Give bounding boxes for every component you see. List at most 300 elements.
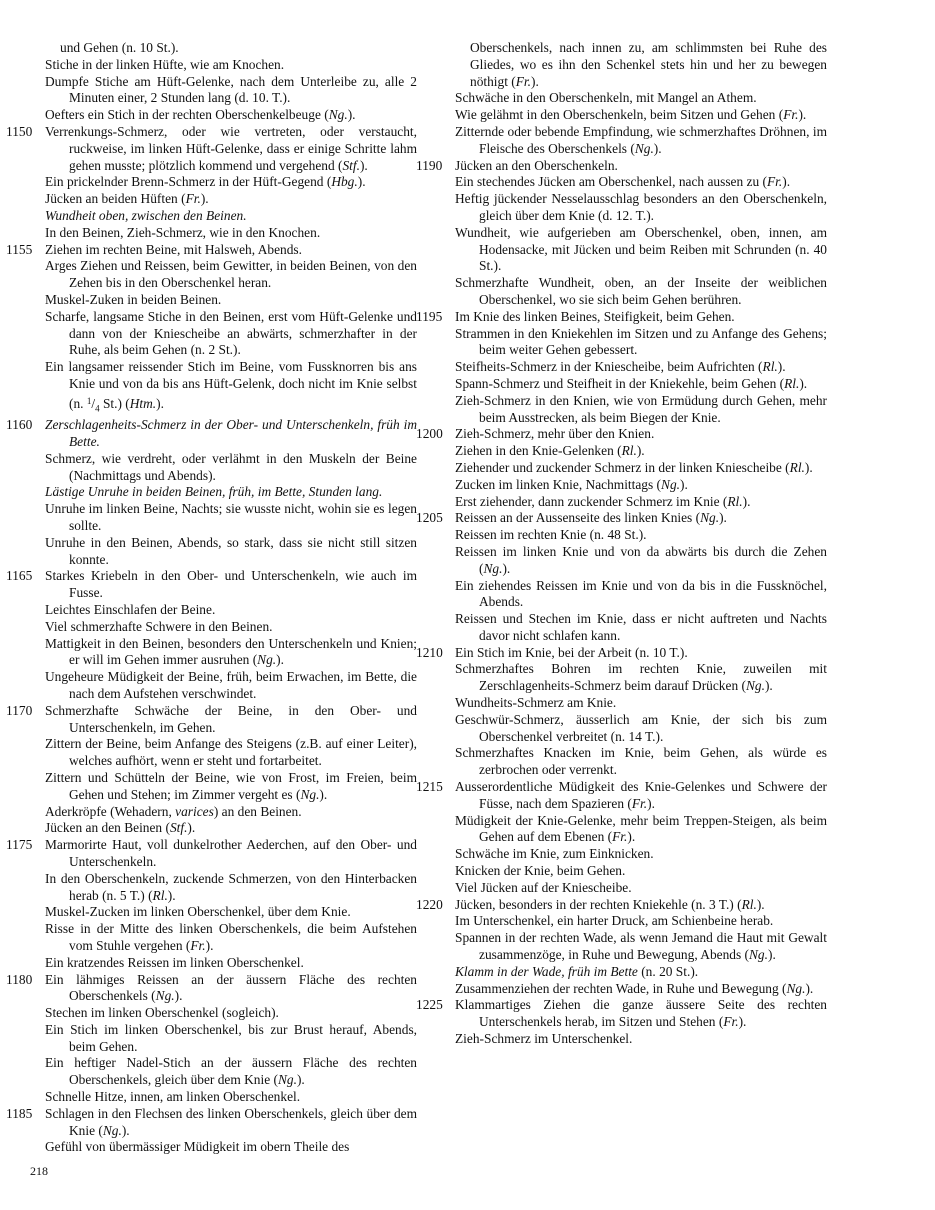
entry	[30, 1055, 417, 1089]
entry-text	[455, 980, 827, 998]
entry-text-part: Wundheit, wie aufgerieben am Oberschenkel, oben, innen, am Hodensacke, mit Jücken und beim Reiben mit Schrunden (n. 40 St.).	[455, 224, 827, 274]
entry	[440, 880, 827, 897]
entry-text	[455, 695, 827, 712]
entry-text-part: Zusammenziehen der rechten Wade, in Ruhe und Bewegung (	[455, 980, 787, 996]
entry	[30, 57, 417, 74]
entry	[30, 871, 417, 905]
entry-text-part: Ein Stich im Knie, bei der Arbeit (n. 10 T.).	[455, 644, 688, 660]
entry-text-part: Dumpfe Stiche am Hüft-Gelenke, nach dem Unterleibe zu, alle 2 Minuten einer, 2 Stunden lang (d. 10. T.).	[45, 73, 417, 106]
entry	[30, 174, 417, 191]
entry-text-part: Wundheits-Schmerz am Knie.	[455, 695, 617, 711]
left-column	[6, 40, 417, 1156]
entry-text-part: ).	[764, 678, 773, 694]
entry-text	[45, 123, 417, 174]
entry-text	[45, 174, 417, 191]
entry	[440, 90, 827, 107]
entry	[440, 443, 827, 460]
entry-1150	[6, 123, 417, 174]
entry-text	[455, 426, 827, 443]
entry-number: 1175	[6, 837, 33, 853]
entry-text-part: Schmerzhafte Schwäche der Beine, in den Ober- und Unterschenkeln, im Gehen.	[45, 702, 417, 735]
entry-text-part: Klammartiges Ziehen die ganze äussere Seite des rechten Unterschenkels herab, im Sitzen und Stehen (	[455, 997, 827, 1030]
entry-text-italic: Stf.	[342, 157, 360, 173]
entry-number: 1200	[416, 426, 443, 442]
entry-text-part: Risse in der Mitte des linken Oberschenkels, die beim Aufstehen vom Stuhle vergehen (	[45, 921, 417, 953]
entry-text	[45, 921, 417, 955]
entry-text	[455, 375, 827, 393]
entry-text-italic: Rl.	[727, 493, 743, 509]
entry-text-part: Reissen und Stechen im Knie, dass er nicht auftreten und Nachts davor nicht schlafen kann.	[455, 611, 827, 643]
entry-text	[455, 174, 827, 191]
entry-text-part: 1	[86, 395, 92, 406]
entry	[30, 40, 417, 57]
entry-number: 1160	[6, 417, 33, 433]
entry	[30, 1089, 417, 1106]
entry-number: 1165	[6, 568, 33, 584]
entry-text-part: Mattigkeit in den Beinen, besonders den Unterschenkeln und Knien; er will im Gehen immer ausruhen (	[45, 635, 417, 668]
entry	[440, 745, 827, 779]
entry-text-italic: varices	[175, 803, 214, 819]
entry-text	[45, 501, 417, 535]
entry-1165	[6, 568, 417, 602]
entry-text-italic: Ng.	[661, 476, 680, 492]
entry-text	[45, 736, 417, 770]
entry-text-part: In den Oberschenkeln, zuckende Schmerzen, von den Hinterbacken herab (n. 5 T.) (	[45, 870, 417, 903]
entry-text-italic: Fr.	[783, 107, 799, 123]
entry-text-part: Oberschenkels, nach innen zu, am schlimmsten bei Ruhe des Gliedes, wo es ihn den Schenkel stets hin und her zu bewegen nöthigt (	[470, 40, 827, 89]
entry-text-part: ).	[805, 980, 814, 996]
entry-number: 1215	[416, 779, 443, 795]
entry-text	[45, 820, 417, 837]
entry-text-part: ).	[187, 820, 196, 836]
entry-text	[455, 224, 827, 275]
entry-text-part: St.) (	[99, 395, 130, 411]
entry-number: 1170	[6, 702, 33, 718]
entry-text-part: ).	[200, 191, 209, 207]
entry-text-italic: Fr.	[723, 1014, 739, 1030]
entry-text	[45, 971, 417, 1006]
entry-text	[45, 224, 417, 242]
entry-text-italic: Rl.	[741, 896, 757, 912]
entry-text-italic: Fr.	[766, 174, 783, 190]
entry	[30, 309, 417, 359]
entry-text-part: Stechen im linken Oberschenkel (sogleich).	[45, 1005, 279, 1021]
entry-text	[455, 543, 827, 578]
entry-text-part: und Gehen (n. 10 St.).	[60, 40, 179, 55]
entry-1170	[6, 702, 417, 737]
entry	[30, 820, 417, 837]
entry-text-italic: Ng.	[328, 107, 348, 123]
entry-text-part: Knicken der Knie, beim Gehen.	[455, 863, 626, 879]
entry-number: 1150	[6, 123, 33, 139]
entry-1155	[6, 241, 417, 259]
entry	[30, 535, 417, 569]
entry-text	[45, 618, 417, 636]
entry-text	[45, 207, 417, 225]
entry-text-part: ).	[804, 459, 813, 475]
entry-text-part: ).	[680, 476, 688, 492]
entry-text	[45, 56, 417, 74]
entry-text	[45, 308, 417, 359]
entry-text-part: Stiche in der linken Hüfte, wie am Knochen.	[45, 56, 285, 72]
entry-text	[455, 863, 827, 880]
entry-text-part: Jücken, besonders in der rechten Kniekehle (n. 3 T.) (	[455, 896, 742, 912]
entry-text	[455, 930, 827, 964]
entry	[440, 326, 827, 360]
entry-text-part: Steifheits-Schmerz in der Kniescheibe, beim Aufrichten (	[455, 359, 763, 375]
entry-text-part: Schmerz, wie verdreht, oder verlähmt in den Muskeln der Beine (Nachmittags und Abends).	[45, 450, 417, 483]
entry-text	[455, 510, 827, 527]
entry-text	[45, 870, 417, 905]
entry	[440, 930, 827, 964]
entry	[440, 460, 827, 477]
entry-text-part: Erst ziehender, dann zuckender Schmerz im Knie (	[455, 493, 728, 509]
entry-text	[455, 812, 827, 847]
entry-text-part: Verrenkungs-Schmerz, oder wie vertreten, oder verstaucht, ruckweise, im linken Hüft-Gelenke, dass er einige Schritte lahm gehen musste; plötzlich kommend und vergehend (	[45, 123, 417, 173]
entry-number: 1205	[416, 510, 443, 526]
entry	[440, 863, 827, 880]
entry-text-part: Spann-Schmerz und Steifheit in der Kniekehle, beim Gehen (	[455, 375, 785, 391]
entry-text	[45, 191, 417, 208]
entry-text	[45, 635, 417, 670]
page-number: 218	[30, 1164, 48, 1178]
entry-text-italic: Wundheit oben, zwischen den Beinen.	[45, 207, 247, 223]
entry-text-italic: Ng.	[102, 1122, 122, 1138]
entry-text-italic: Ng.	[634, 140, 654, 156]
entry-text	[455, 846, 827, 863]
entry	[30, 191, 417, 208]
entry-number: 1180	[6, 971, 33, 987]
entry-text	[45, 1089, 417, 1106]
entry-text-part: Jücken an den Oberschenkeln.	[455, 157, 618, 173]
entry-text-italic: Hbg.	[331, 174, 358, 190]
entry-text	[60, 40, 179, 55]
entry-text	[455, 779, 827, 813]
entry	[440, 964, 827, 981]
entry-text-part: Viel schmerzhafte Schwere in den Beinen.	[45, 618, 273, 634]
entry-text-part: Im Knie des linken Beines, Steifigkeit, beim Gehen.	[455, 308, 735, 324]
entry-text-part: Zieh-Schmerz im Unterschenkel.	[455, 1031, 633, 1047]
entry-1190	[416, 157, 827, 175]
entry-text-part: ).	[798, 107, 807, 123]
entry-text-part: Schwäche im Knie, zum Einknicken.	[455, 846, 654, 862]
entry-text-italic: Fr.	[185, 191, 201, 207]
entry-text-part: Ein langsamer reissender Stich im Beine, vom Fussknorren bis ans Knie und von da bis ans Hüft-Gelenk, doch nicht im Knie selbst (n.	[45, 359, 417, 411]
entry-text-part: Ungeheure Müdigkeit der Beine, früh, beim Erwachen, im Bette, die nach dem Aufstehen verschwindet.	[45, 669, 417, 701]
entry-text-italic: Rl.	[784, 375, 800, 391]
entry-text-part: Spannen in der rechten Wade, als wenn Jemand die Haut mit Gewalt zusammenzöge, in Ruhe und Bewegung, Abends (	[455, 930, 827, 963]
entry-text	[45, 73, 417, 108]
entry-text-part: (n. 20 St.).	[637, 963, 699, 979]
entry-1195	[416, 308, 827, 326]
entry	[440, 225, 827, 275]
entry-text-part: Schwäche in den Oberschenkeln, mit Mangel an Athem.	[455, 90, 757, 106]
entry-text-part: Reissen im rechten Knie (n. 48 St.).	[455, 527, 647, 543]
entry-text	[45, 837, 417, 871]
entry-text-part: Schmerzhafte Wundheit, oben, an der Inseite der weiblichen Oberschenkel, wo sie sich beim Gehen berühren.	[455, 275, 827, 307]
entry-text-italic: Ng.	[483, 560, 503, 576]
entry	[30, 904, 417, 921]
entry-text-part: Ein ziehendes Reissen im Knie und von da bis in die Fussknöchel, Abends.	[455, 577, 827, 610]
entry	[440, 275, 827, 309]
entry-text-part: Zieh-Schmerz, mehr über den Knien.	[455, 426, 655, 442]
entry-text-part: Schlagen in den Flechsen des linken Oberschenkels, gleich über dem Knie (	[45, 1105, 417, 1138]
entry-text-italic: Ng.	[300, 786, 320, 802]
entry	[30, 736, 417, 770]
entry	[30, 484, 417, 501]
entry-text-italic: Lästige Unruhe in beiden Beinen, früh, im Bette, Stunden lang.	[45, 484, 383, 500]
entry-text-part: ).	[653, 140, 662, 156]
entry-text	[455, 308, 827, 326]
entry-text-italic: Rl.	[621, 443, 637, 459]
entry-text-part: Jücken an den Beinen (	[45, 820, 170, 836]
entry-text-part: Geschwür-Schmerz, äusserlich am Knie, der sich bis zum Oberschenkel verbreitet (n. 14 T.).	[455, 711, 827, 744]
entry	[440, 712, 827, 746]
entry-text-part: Ein Stich im linken Oberschenkel, bis zur Brust herauf, Abends, beim Gehen.	[45, 1021, 417, 1054]
entry-text-part: Muskel-Zucken im linken Oberschenkel, über dem Knie.	[45, 904, 351, 920]
entry	[30, 292, 417, 309]
entry-text-part: Ein kratzendes Reissen im linken Oberschenkel.	[45, 954, 304, 970]
entry-text-italic: Fr.	[515, 73, 532, 89]
entry-text	[455, 359, 827, 376]
entry-text-part: ).	[756, 896, 765, 912]
entry	[30, 451, 417, 485]
entry-text-italic: Fr.	[631, 795, 648, 811]
entry-text-part: Jücken an beiden Hüften (	[45, 191, 186, 207]
entry-text	[455, 963, 827, 981]
entry	[30, 921, 417, 955]
entry	[30, 636, 417, 670]
entry-text	[45, 241, 417, 259]
entry	[440, 494, 827, 511]
entry-text-part: ).	[777, 359, 786, 375]
entry-text-italic: Ng.	[786, 980, 806, 996]
entry-text-italic: Ng.	[277, 1072, 297, 1088]
entry	[30, 770, 417, 804]
entry	[440, 359, 827, 376]
entry-text-part: ).	[156, 395, 164, 411]
entry-1180	[6, 971, 417, 1006]
entry-text-part: Ziehender und zuckender Schmerz in der linken Kniescheibe (	[455, 459, 790, 475]
entry-text-part: Ein heftiger Nadel-Stich an der äussern Fläche des rechten Oberschenkels, gleich über dem Knie (	[45, 1055, 417, 1088]
entry-text-part: Ziehen im rechten Beine, mit Halsweh, Abends.	[45, 241, 302, 257]
entry-text	[455, 107, 827, 124]
entry-text-italic: Fr.	[190, 937, 206, 953]
entry-text	[45, 291, 417, 309]
entry-text-part: ).	[742, 493, 751, 509]
entry-1175	[6, 837, 417, 871]
entry	[440, 40, 827, 90]
entry-text-part: Ausserordentliche Müdigkeit des Knie-Gelenkes und Schwere der Füsse, nach dem Spazieren (	[455, 779, 827, 811]
entry-text	[455, 157, 827, 175]
entry-1200	[416, 426, 827, 443]
entry-text	[455, 459, 827, 477]
entry-text	[45, 769, 417, 804]
entry-text-part: ).	[174, 988, 183, 1004]
entry-text-part: ).	[357, 174, 366, 190]
entry-text-part: Ziehen in den Knie-Gelenken (	[455, 443, 622, 459]
entry-1220	[416, 896, 827, 914]
entry-text-part: Aderkröpfe (Wehadern,	[45, 803, 176, 819]
entry-number: 1220	[416, 896, 443, 912]
entry-text-part: Leichtes Einschlafen der Beine.	[45, 601, 216, 617]
entry	[440, 1031, 827, 1048]
entry-text-part: ).	[359, 157, 368, 173]
entry	[440, 695, 827, 712]
entry-number: 1195	[416, 308, 443, 324]
entry-text	[455, 392, 827, 427]
entry	[30, 208, 417, 225]
entry-text	[45, 601, 417, 619]
entry	[440, 477, 827, 494]
entry-text-italic: Klamm in der Wade, früh im Bette	[455, 963, 638, 979]
entry	[440, 393, 827, 427]
entry-text-part: Scharfe, langsame Stiche in den Beinen, erst vom Hüft-Gelenke und dann von der Kniescheibe an abwärts, schmerzhafter in der Ruhe, als beim Gehen (n. 2 St.).	[45, 308, 417, 358]
entry	[440, 813, 827, 847]
entry	[30, 501, 417, 535]
entry	[440, 174, 827, 191]
entry-text	[45, 450, 417, 485]
entry-number: 1185	[6, 1105, 33, 1121]
entry-text-italic: Ng.	[257, 652, 277, 668]
entry	[30, 225, 417, 242]
entry-text	[455, 997, 827, 1031]
entry-text	[455, 191, 827, 225]
entry-text	[45, 1021, 417, 1056]
entry-text-part: ).	[296, 1072, 305, 1088]
entry-text-part: ).	[782, 174, 791, 190]
entry-text-part: ).	[636, 443, 645, 459]
entry-text	[45, 417, 417, 451]
entry-text	[45, 1005, 417, 1022]
entry-text	[455, 644, 827, 662]
entry-text-part: Schmerzhaftes Knacken im Knie, beim Gehen, als würde es zerbrochen oder verrenkt.	[455, 745, 827, 778]
entry-text	[455, 611, 827, 645]
entry	[30, 1139, 417, 1156]
entry	[440, 527, 827, 544]
entry-text-part: ).	[627, 829, 636, 845]
entry-text-italic: Rl.	[762, 359, 778, 375]
entry-text	[45, 359, 417, 417]
entry-text	[45, 568, 417, 602]
entry	[440, 981, 827, 998]
entry-text-part: Reissen an der Aussenseite des linken Knies (	[455, 510, 701, 526]
entry-number: 1155	[6, 241, 33, 257]
entry-text-part: ).	[205, 937, 214, 953]
entry-text-part: Marmorirte Haut, voll dunkelrother Aederchen, auf den Ober- und Unterschenkeln.	[45, 837, 417, 869]
entry-text-italic: Htm.	[129, 395, 157, 411]
entry-text-part: ).	[121, 1122, 130, 1138]
entry-text	[45, 803, 417, 821]
entry-text-part: Reissen im linken Knie und von da abwärts bis durch die Zehen (	[455, 543, 827, 576]
entry-text-part: Unruhe im linken Beine, Nachts; sie wusste nicht, wohin sie es legen sollte.	[45, 501, 417, 533]
entry-text-italic: Fr.	[612, 829, 628, 845]
entry-text-part: ).	[799, 375, 808, 391]
entry	[440, 661, 827, 695]
entry-text-part: ).	[719, 510, 727, 526]
entry-text-part: ).	[347, 107, 356, 123]
entry-text-part: Viel Jücken auf der Kniescheibe.	[455, 879, 632, 895]
entry-text	[45, 904, 417, 921]
entry-text-part: Zitternde oder bebende Empfindung, wie schmerzhaftes Dröhnen, im Fleische des Oberschenkels (	[455, 123, 827, 156]
entry	[30, 359, 417, 417]
entry-text-part: ).	[738, 1014, 747, 1030]
entry-1160	[6, 417, 417, 451]
entry-text	[470, 40, 827, 89]
entry-text	[455, 1031, 827, 1048]
entry-text-part: Ein stechendes Jücken am Oberschenkel, nach aussen zu (	[455, 174, 767, 190]
entry	[440, 611, 827, 645]
entry-text-part: /	[91, 395, 96, 411]
entry-text-part: Zittern der Beine, beim Anfange des Steigens (z.B. auf einer Leiter), welches aufhört, wenn er steht und fortarbeitet.	[45, 736, 417, 769]
entry	[30, 1022, 417, 1056]
entry-text-part: Oefters ein Stich in der rechten Oberschenkelbeuge (	[45, 107, 329, 123]
entry-text	[45, 1105, 417, 1140]
entry	[30, 1005, 417, 1022]
entry-text	[455, 527, 827, 544]
entry-text-part: 4	[95, 403, 100, 414]
entry-text-italic: Zerschlagenheits-Schmerz in der Ober- und Unterschenkeln, früh im Bette.	[45, 417, 417, 449]
entry-text-italic: Rl.	[152, 887, 168, 903]
entry-text	[455, 879, 827, 897]
entry-text	[455, 661, 827, 695]
entry-text-part: Ein lähmiges Reissen an der äussern Fläche des rechten Oberschenkels (	[45, 971, 417, 1004]
entry	[30, 258, 417, 292]
entry-number: 1225	[416, 997, 443, 1013]
entry-text-part: Zieh-Schmerz in den Knien, wie von Ermüdung durch Gehen, mehr beim Ausstrecken, als beim Biegen der Knie.	[455, 392, 827, 425]
entry-text	[455, 745, 827, 779]
entry-1205	[416, 510, 827, 527]
entry-text	[45, 258, 417, 292]
entry	[440, 107, 827, 124]
entry	[440, 846, 827, 863]
entry	[440, 544, 827, 578]
entry-text-part: Gefühl von übermässiger Müdigkeit im obern Theile des	[45, 1139, 350, 1155]
entry-text	[455, 476, 827, 494]
entry-text-part: Unruhe in den Beinen, Abends, so stark, dass sie nicht still sitzen konnte.	[45, 534, 417, 567]
entry	[30, 107, 417, 124]
entry-text	[45, 669, 417, 703]
entry	[440, 124, 827, 158]
entry-text	[455, 493, 827, 511]
entry	[30, 669, 417, 703]
entry-text	[455, 443, 827, 460]
entry-text	[455, 711, 827, 746]
entry-text-part: ).	[319, 786, 328, 802]
entry	[440, 913, 827, 930]
entry-text-italic: Ng.	[745, 678, 765, 694]
entry-text-part: Arges Ziehen und Reissen, beim Gewitter, in beiden Beinen, von den Zehen bis in den Oberschenkel heran.	[45, 258, 417, 291]
entry-text-italic: Ng.	[749, 947, 768, 963]
entry-text-part: Heftig jückender Nesselausschlag besonders an den Oberschenkeln, gleich über dem Knie (d. 12. T.).	[455, 191, 827, 223]
entry-1215	[416, 779, 827, 813]
entry-text	[45, 702, 417, 737]
entry-text-part: ).	[531, 73, 539, 89]
entry-text-part: ).	[767, 947, 776, 963]
entry-text	[455, 90, 827, 107]
entry-text	[45, 534, 417, 569]
entry-1210	[416, 644, 827, 662]
entry	[440, 191, 827, 225]
entry-number: 1210	[416, 644, 443, 660]
entry-text	[455, 896, 827, 914]
entry-text-part: ).	[502, 560, 511, 576]
entry-text	[455, 123, 827, 158]
entry-text-part: Strammen in den Kniekehlen im Sitzen und zu Anfange des Gehens; beim weiter Gehen gebessert.	[455, 325, 827, 358]
entry	[440, 578, 827, 612]
entry-text-part: Wie gelähmt in den Oberschenkeln, beim Sitzen und Gehen (	[455, 107, 784, 123]
entry	[30, 602, 417, 619]
